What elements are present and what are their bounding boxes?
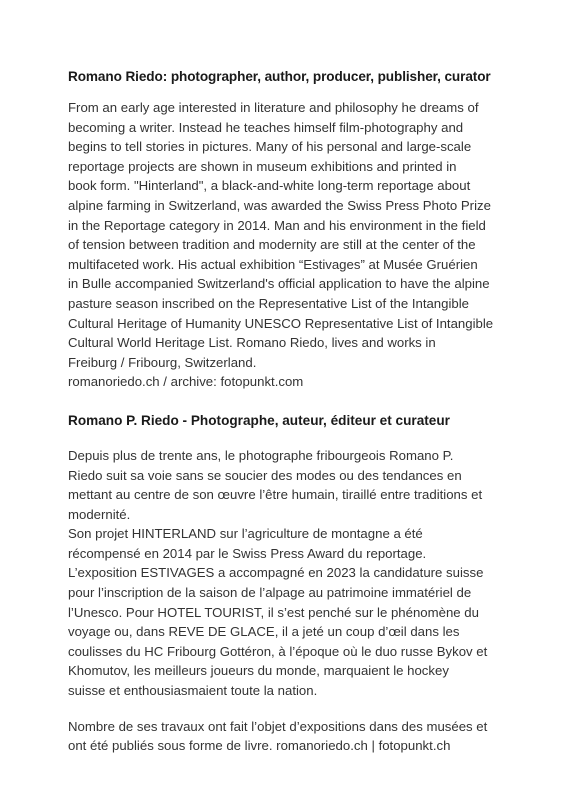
text-line: in the Reportage category in 2014. Man and his environment in the field bbox=[68, 217, 486, 233]
english-heading: Romano Riedo: photographer, author, producer, publisher, curator bbox=[68, 69, 491, 84]
text-line: reportage projects are shown in museum exhibitions and printed in bbox=[68, 158, 457, 174]
french-exhibitions-paragraph bbox=[68, 717, 505, 756]
french-heading-roles: - Photographe, auteur, éditeur et curateur bbox=[178, 412, 450, 428]
text-line: Depuis plus de trente ans, le photographe fribourgeois Romano P. bbox=[68, 447, 454, 463]
french-heading-name: Romano P. Riedo bbox=[68, 412, 179, 428]
text-line: romanoriedo.ch / archive: fotopunkt.com bbox=[68, 374, 304, 390]
text-line: récompensé en 2014 par le Swiss Press Award du reportage. bbox=[68, 545, 427, 561]
text-line: ont été publiés sous forme de livre. romanoriedo.ch | fotopunkt.ch bbox=[68, 738, 451, 754]
text-line: of tension between tradition and modernity are still at the center of the bbox=[68, 237, 476, 253]
text-line: Cultural World Heritage List. Romano Riedo, lives and works in bbox=[68, 335, 436, 351]
text-line: becoming a writer. Instead he teaches himself film-photography and bbox=[68, 119, 464, 135]
english-biography bbox=[68, 98, 505, 392]
text-line: voyage ou, dans REVE DE GLACE, il a jeté un coup d’œil dans les bbox=[68, 624, 460, 640]
text-line: begins to tell stories in pictures. Many of his personal and large-scale bbox=[68, 139, 472, 155]
text-line: pasture season inscribed on the Representative List of the Intangible bbox=[68, 295, 470, 311]
text-line: From an early age interested in literature and philosophy he dreams of bbox=[68, 100, 479, 115]
text-line: multifaceted work. His actual exhibition “Estivages” at Musée Gruérien bbox=[68, 256, 478, 272]
french-heading bbox=[68, 412, 505, 430]
french-biography bbox=[68, 446, 505, 701]
text-line: Khomutov, les meilleurs joueurs du monde, marquaient le hockey bbox=[68, 663, 449, 679]
text-line: Son projet HINTERLAND sur l’agriculture de montagne a été bbox=[68, 526, 423, 542]
text-line: Freiburg / Fribourg, Switzerland. bbox=[68, 354, 257, 370]
text-line: Cultural Heritage of Humanity UNESCO Representative List of Intangible bbox=[68, 315, 494, 331]
text-line: l’Unesco. Pour HOTEL TOURIST, il s’est penché sur le phénomène du bbox=[68, 604, 479, 620]
text-line: mettant au centre de son œuvre l’être humain, tiraillé entre traditions et bbox=[68, 487, 483, 503]
text-line: coulisses du HC Fribourg Gottéron, à l’époque où le duo russe Bykov et bbox=[68, 643, 488, 659]
text-line: suisse et enthousiasmaient toute la nation. bbox=[68, 683, 318, 699]
text-line: modernité. bbox=[68, 506, 131, 522]
text-line: pour l’inscription de la saison de l’alpage au patrimoine immatériel de bbox=[68, 585, 472, 601]
text-line: alpine farming in Switzerland, was awarded the Swiss Press Photo Prize bbox=[68, 197, 491, 213]
text-line: Nombre de ses travaux ont fait l’objet d’expositions dans des musées et bbox=[68, 718, 488, 734]
text-line: book form. "Hinterland", a black-and-white long-term reportage about bbox=[68, 178, 471, 194]
text-line: Riedo suit sa voie sans se soucier des modes ou des tendances en bbox=[68, 467, 462, 483]
text-line: in Bulle accompanied Switzerland's official application to have the alpine bbox=[68, 276, 490, 292]
text-line: L’exposition ESTIVAGES a accompagné en 2023 la candidature suisse bbox=[68, 565, 484, 581]
